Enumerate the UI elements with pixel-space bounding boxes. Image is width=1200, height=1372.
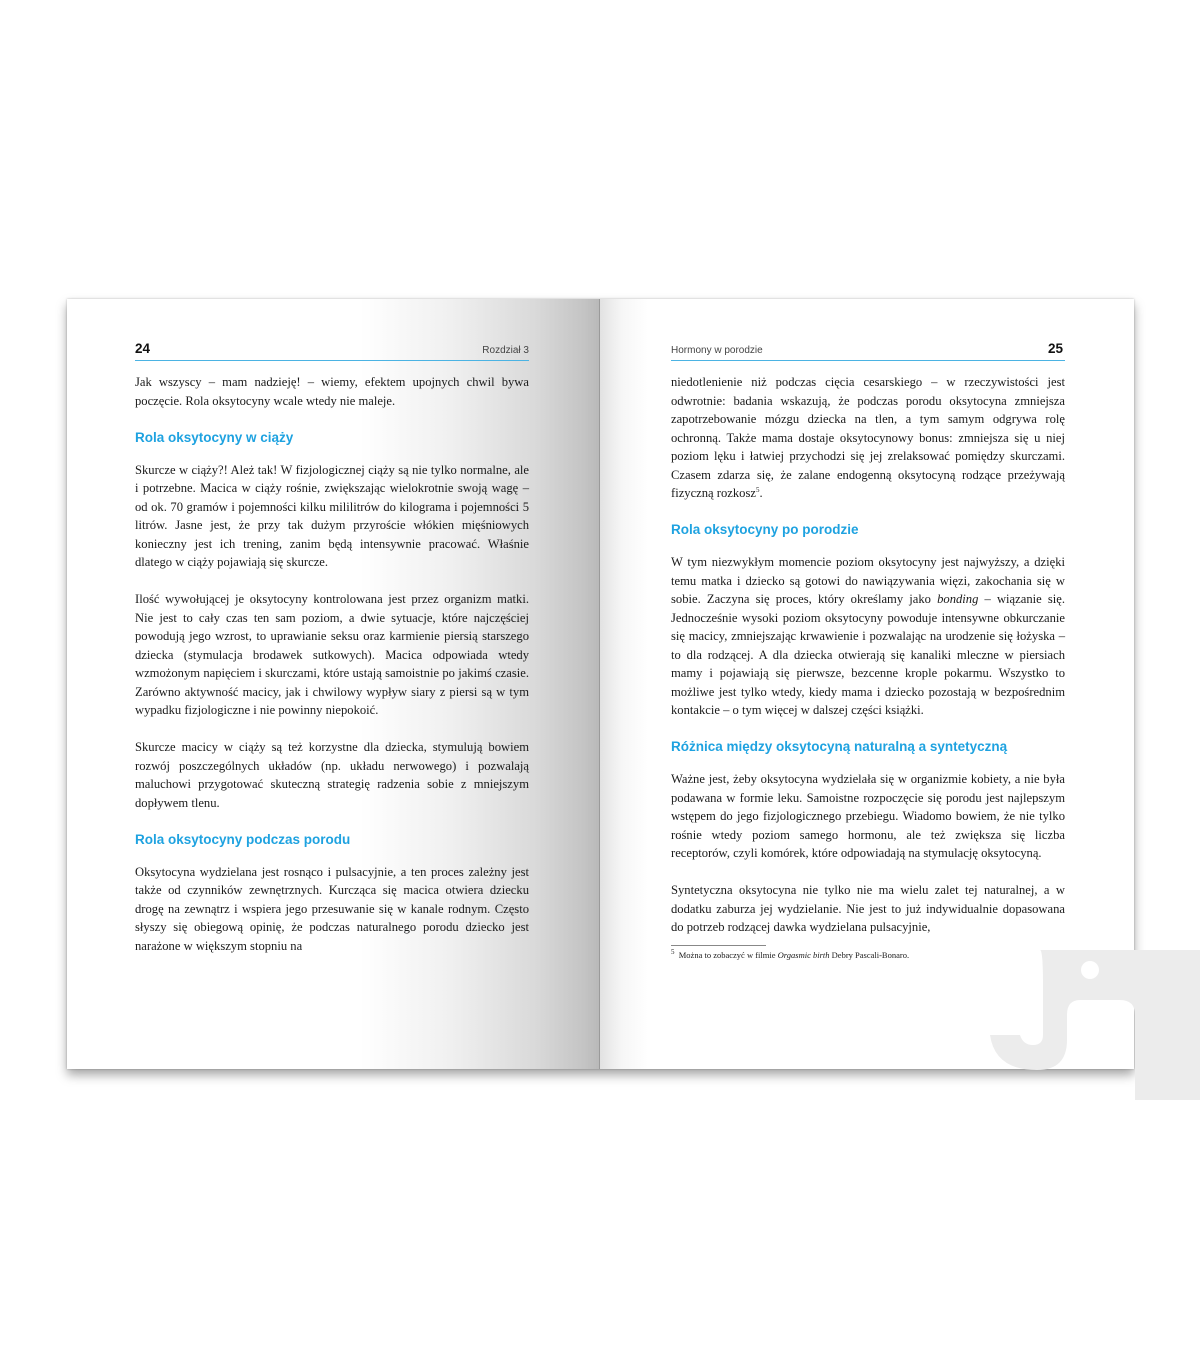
footnote-reference: 5	[755, 485, 760, 494]
paragraph: Syntetyczna oksytocyna nie tylko nie ma wielu zalet tej naturalnej, a w dodatku zaburza jej wydzielanie. Nie jest to już indywidualnie dopasowana do potrzeb rodzącej dawka wydzielana pulsacyjnie,	[671, 883, 1065, 934]
section-heading: Rola oksytocyny podczas porodu	[135, 831, 351, 847]
header-rule-right	[671, 360, 1065, 361]
footnote: $^5$ Można to zobaczyć w filmie Orgasmic birth Debry Pascali-Bonaro.	[671, 947, 910, 960]
paragraph: niedotlenienie niż podczas cięcia cesarskiego – w rzeczywistości jest odwrotnie: badania wskazują, że podczas porodu oksytocyna zmniejsza zapotrzebowanie mózgu dziecka na tlen, a tym samym odgrywa rolę ochronną. Także mama dostaje oksytocynowy bonus: zmniejsza się u niej poziom lęku i łatwiej przychodzi się jej zrelaksować pomiędzy skurczami. Czasem zdarza się, że zalane endogenną oksytocyną rodzące przeżywają fizyczną rozkosz$^5$.	[671, 375, 1065, 500]
paragraph: Jak wszyscy – mam nadzieję! – wiemy, efektem upojnych chwil bywa poczęcie. Rola oksytocyny wcale wtedy nie maleje.	[135, 375, 529, 408]
left-page-body	[135, 373, 529, 974]
running-head-right: Hormony w porodzie	[671, 345, 763, 356]
paragraph: Ważne jest, żeby oksytocyna wydzielała się w organizmie kobiety, a nie była podawana w formie leku. Samoistne rozpoczęcie się porodu jest najlepszym wstępem do jego fizjologicznego przebiegu. Wiadomo bowiem, że nie tylko rośnie wtedy poziom samego hormonu, ale też zwiększa się liczba receptorów, czyli komórek, które odpowiadają na stymulację oksytocyną.	[671, 772, 1065, 860]
header-rule-left	[135, 360, 529, 361]
paragraph: Oksytocyna wydzielana jest rosnąco i pulsacyjnie, a ten proces zależny jest także od czynników zewnętrznych. Kurcząca się macica otwiera dziecku drogę na zewnątrz i wspiera jego przesuwanie się w kanale rodnym. Często słyszy się obiegową opinię, że podczas naturalnego porodu dziecko jest narażone w większym stopniu na	[135, 864, 529, 953]
publisher-watermark-logo	[985, 940, 1200, 1100]
page-number-right: 25	[1047, 341, 1063, 356]
paragraph: Skurcze w ciąży?! Ależ tak! W fizjologicznej ciąży są nie tylko normalne, ale i potrzebne. Macica w ciąży rośnie, zwiększając wielokrotnie swoją wagę – od ok. 70 gramów i pojemności kilku mililitrów do kilograma i pojemności 5 litrów. Jasne jest, że przy tak dużym przyroście włókien mięśniowych konieczny jest ich trening, zanim będą intensywnie pracować. Właśnie dlatego w ciąży pojawiają się skurcze.	[135, 462, 529, 569]
section-heading: Różnica między oksytocyną naturalną a syntetyczną	[671, 739, 1008, 754]
left-page	[67, 299, 600, 1069]
section-heading: Rola oksytocyny po porodzie	[671, 522, 859, 537]
running-head-left: Rozdział 3	[482, 345, 529, 356]
page-number-left: 24	[135, 341, 151, 356]
paragraph: Skurcze macicy w ciąży są też korzystne dla dziecka, stymulują bowiem rozwój poszczególnych układów (np. układu nerwowego) i pozwalają maluchowi przygotować skuteczną strategię radzenia sobie z mniejszym dopływem tlenu.	[135, 740, 529, 810]
footnote-rule	[671, 945, 766, 946]
section-heading: Rola oksytocyny w ciąży	[135, 429, 294, 445]
paragraph: Ilość wywołującej je oksytocyny kontrolowana jest przez organizm matki. Nie jest to cały czas ten sam poziom, a dwie sytuacje, które najczęściej powodują jego wzrost, to uprawianie seksu oraz karmienie piersią starszego dziecka (stymulacja brodawek sutkowych). Macica odpowiada wtedy wzmożonym napięciem i skurczami, które ustają samoistnie po jakimś czasie. Zarówno aktywność macicy, jak i chwilowy wypływ siary z piersi są w tym wypadku fizjologiczne i nie powinny niepokoić.	[135, 592, 529, 717]
right-page-body	[671, 373, 1065, 961]
paragraph: W tym niezwykłym momencie poziom oksytocyny jest najwyższy, a dzięki temu matka i dziecko są gotowi do nawiązywania więzi, zakochania się w sobie. Zaczyna się proces, który określamy jako bonding – wiązanie się. Jednocześnie wysoki poziom oksytocyny powoduje intensywne obkurczanie się macicy, zmniejszając krwawienie i pozwalając na urodzenie się łożyska – to dla rodzącej. A dla dziecka otwierają się kanaliki mleczne w piersiach mamy i pojawiają się pierwsze, bezcenne krople pokarmu. Wszystko to możliwe jest tylko wtedy, kiedy mama i dziecko pozostają w bezpośrednim kontakcie – o tym więcej w dalszej części książki.	[671, 555, 1065, 717]
open-book	[67, 299, 1134, 1069]
